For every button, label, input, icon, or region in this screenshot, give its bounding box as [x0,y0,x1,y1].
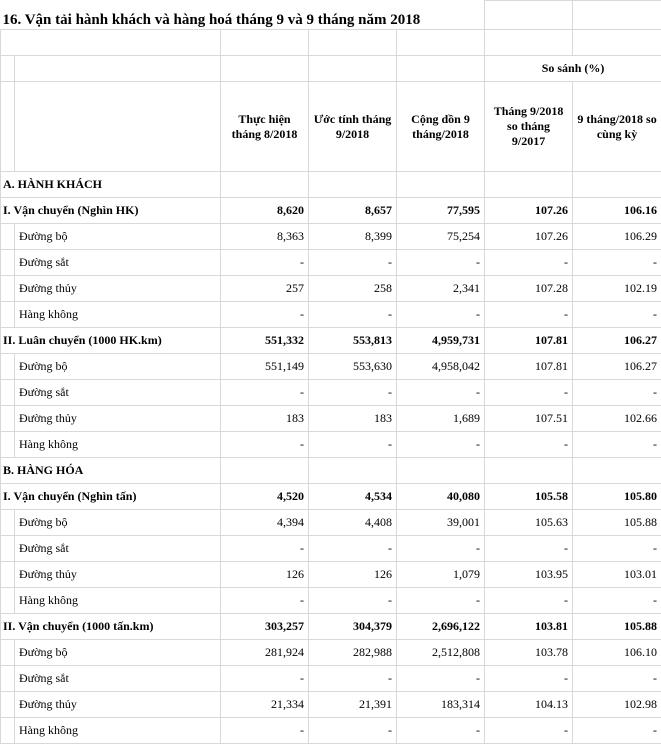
cell-value: 8,363 [221,224,309,250]
cell-value: - [221,250,309,276]
cell-value: 281,924 [221,640,309,666]
cell-value: - [485,250,573,276]
cell-value: 102.66 [573,406,661,432]
cell-value: 106.16 [573,198,661,224]
table-row [1,614,661,640]
cell-value: - [397,302,485,328]
cell-value: - [397,536,485,562]
cell-value: 40,080 [397,484,485,510]
cell-value: 553,630 [309,354,397,380]
cell-value: - [221,432,309,458]
cell-value: 126 [309,562,397,588]
col-header-sep-yoy: Tháng 9/2018 so tháng 9/2017 [485,82,573,172]
compare-header: So sánh (%) [485,56,661,82]
table-title: 16. Vận tải hành khách và hàng hoá tháng 9 và 9 tháng năm 2018 [1,1,485,30]
table-row [1,380,661,406]
cell-value: 8,620 [221,198,309,224]
cell-value: - [397,666,485,692]
cell-value: 2,341 [397,276,485,302]
cell-value: 103.95 [485,562,573,588]
cell-value: - [573,302,661,328]
cell-value: - [309,588,397,614]
cell-value: 106.27 [573,328,661,354]
cell-value: 106.29 [573,224,661,250]
cell-value: 103.81 [485,614,573,640]
cell-value: 103.01 [573,562,661,588]
cell-value: 551,332 [221,328,309,354]
cell-value: - [573,588,661,614]
cell-value: 4,959,731 [397,328,485,354]
cell-value: - [309,536,397,562]
cell-value: 4,408 [309,510,397,536]
col-header-actual-aug: Thực hiện tháng 8/2018 [221,82,309,172]
cell-value: 4,520 [221,484,309,510]
cell-value: - [309,302,397,328]
cell-value: - [485,432,573,458]
cell-value: - [397,432,485,458]
table-row [1,484,661,510]
cell-value: 4,394 [221,510,309,536]
cell-value: 102.98 [573,692,661,718]
cell-value: 551,149 [221,354,309,380]
table-row [1,432,661,458]
cell-value: 303,257 [221,614,309,640]
cell-value: - [573,380,661,406]
cell-value: - [309,666,397,692]
table-row [1,354,661,380]
cell-value: - [573,666,661,692]
cell-value: 106.27 [573,354,661,380]
cell-value: 105.88 [573,614,661,640]
group-label: I. Vận chuyển (Nghìn HK) [1,198,221,224]
table-row [1,562,661,588]
cell-value: - [573,432,661,458]
cell-value: 8,657 [309,198,397,224]
cell-value: - [397,380,485,406]
section-label: A. HÀNH KHÁCH [1,172,221,198]
cell-value: 75,254 [397,224,485,250]
cell-value: - [309,380,397,406]
table-row [1,458,661,484]
table-row [1,640,661,666]
cell-value: 183 [221,406,309,432]
cell-value: - [221,588,309,614]
table-row [1,198,661,224]
row-label: Đường sắt [15,536,221,562]
cell-value: 282,988 [309,640,397,666]
cell-value: 4,958,042 [397,354,485,380]
cell-value: 107.28 [485,276,573,302]
cell-value: - [573,536,661,562]
cell-value: 8,399 [309,224,397,250]
row-label: Đường sắt [15,666,221,692]
row-label: Đường thủy [15,692,221,718]
cell-value: - [485,718,573,744]
cell-value: - [221,718,309,744]
cell-value: - [309,718,397,744]
cell-value: 553,813 [309,328,397,354]
cell-value: 107.26 [485,224,573,250]
cell-value: 183,314 [397,692,485,718]
row-label: Đường sắt [15,380,221,406]
cell-value: 103.78 [485,640,573,666]
cell-value: - [573,250,661,276]
table-row [1,276,661,302]
group-label: II. Vận chuyển (1000 tấn.km) [1,614,221,640]
table-row [1,406,661,432]
row-label: Đường bộ [15,510,221,536]
group-label: I. Vận chuyển (Nghìn tấn) [1,484,221,510]
row-label: Đường bộ [15,640,221,666]
cell-value: 105.63 [485,510,573,536]
cell-value: 21,334 [221,692,309,718]
cell-value: - [485,536,573,562]
table-row [1,510,661,536]
cell-value: - [397,250,485,276]
group-label: II. Luân chuyển (1000 HK.km) [1,328,221,354]
row-label: Hàng không [15,432,221,458]
cell-value: 183 [309,406,397,432]
cell-value: - [573,718,661,744]
cell-value: 107.26 [485,198,573,224]
col-header-9m-yoy: 9 tháng/2018 so cùng kỳ [573,82,661,172]
cell-value: 126 [221,562,309,588]
cell-value: - [221,666,309,692]
table-row [1,588,661,614]
row-label: Đường thủy [15,562,221,588]
cell-value: 77,595 [397,198,485,224]
cell-value: - [397,718,485,744]
row-label: Đường thủy [15,276,221,302]
cell-value: 258 [309,276,397,302]
cell-value: - [485,380,573,406]
row-label: Đường sắt [15,250,221,276]
cell-value: 2,696,122 [397,614,485,640]
cell-value: 257 [221,276,309,302]
cell-value: 107.51 [485,406,573,432]
cell-value: - [309,432,397,458]
table-row [1,692,661,718]
cell-value: 105.80 [573,484,661,510]
cell-value: - [221,536,309,562]
cell-value: 39,001 [397,510,485,536]
cell-value: 304,379 [309,614,397,640]
col-header-cumulative: Cộng dồn 9 tháng/2018 [397,82,485,172]
row-label: Đường bộ [15,354,221,380]
cell-value: 105.58 [485,484,573,510]
table-row [1,224,661,250]
col-header-estimate-sep: Ước tính tháng 9/2018 [309,82,397,172]
cell-value: - [309,250,397,276]
cell-value: - [485,588,573,614]
cell-value: 106.10 [573,640,661,666]
cell-value: 105.88 [573,510,661,536]
cell-value: 104.13 [485,692,573,718]
table-row [1,666,661,692]
table-row [1,718,661,744]
table-row [1,250,661,276]
row-label: Đường thủy [15,406,221,432]
row-label: Hàng không [15,302,221,328]
table-row [1,328,661,354]
cell-value: 107.81 [485,328,573,354]
cell-value: 2,512,808 [397,640,485,666]
row-label: Hàng không [15,588,221,614]
cell-value: - [221,380,309,406]
cell-value: - [221,302,309,328]
cell-value: 1,689 [397,406,485,432]
cell-value: 107.81 [485,354,573,380]
cell-value: 4,534 [309,484,397,510]
section-label: B. HÀNG HÓA [1,458,221,484]
row-label: Đường bộ [15,224,221,250]
cell-value: - [485,302,573,328]
cell-value: 102.19 [573,276,661,302]
table-row [1,536,661,562]
cell-value: 1,079 [397,562,485,588]
table-row [1,172,661,198]
cell-value: - [485,666,573,692]
cell-value: 21,391 [309,692,397,718]
row-label: Hàng không [15,718,221,744]
cell-value: - [397,588,485,614]
table-row [1,302,661,328]
